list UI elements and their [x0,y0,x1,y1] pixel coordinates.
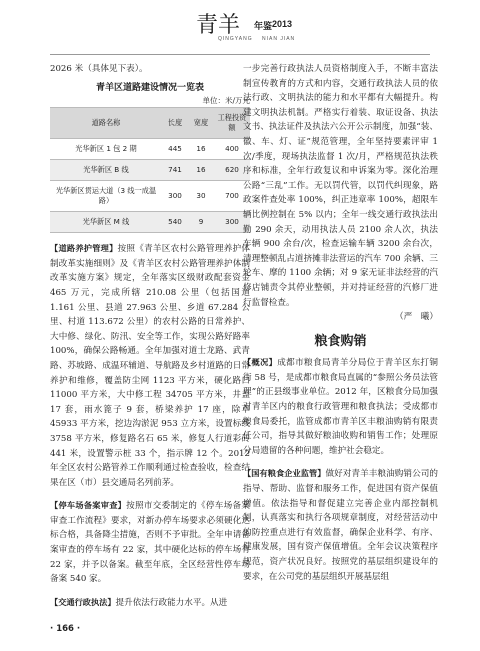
table-cell: 光华新区 B 线 [50,160,162,181]
overview-paragraph [243,355,438,458]
table-cell: 400 [214,139,250,160]
table-cell: 光华新区 M 线 [50,212,162,233]
parking-heading: 【停车场备案审查】 [50,500,127,511]
table-cell: 16 [188,139,214,160]
page-number: · 166 · [50,624,81,634]
table-header-cell: 宽度 [188,108,214,139]
table-cell: 741 [162,160,188,181]
intro-text: 2026 米（具体见下表）。 [50,64,148,74]
table-cell: 9 [188,212,214,233]
table-cell: 445 [162,139,188,160]
table-cell: 300 [214,212,250,233]
table-cell: 700 [214,181,250,212]
left-column [50,62,250,610]
overview-heading: 【概况】 [243,357,278,368]
road-maintenance-paragraph [50,241,250,490]
yearbook-logo [196,8,296,48]
table-cell: 300 [162,181,188,212]
parking-body: 按照市交委制定的《停车场备案审查工作流程》要求，对新办停车场要求必须硬化达标合格，具备降尘措施，否则不予审批。全年申请备案审查的停车场有 22 家，其中硬化达标的停车场有 22 家，并予以备案。截至年底，全区经营性停车场备案 540 家。 [50,501,250,585]
table-row [50,160,250,181]
overview-body: 成都市粮食局青羊分局位于青羊区东打铜街 58 号，是成都市粮食局直属的“参照公务员法管理”的正县级事业单位。2012 年，区粮食分局加强对青羊区内的粮食行政管理和粮食执法；受成都市粮食局委托，监管成都市青羊区丰粮油购销有限责任公司，指导其做好粮油收购和销售工作；处理原分局遗留的各种问题，维护社会稳定。 [243,358,438,456]
enforcement-heading: 【交通行政执法】 [50,596,116,607]
table-row [50,139,250,160]
logo-year: 2013 [272,19,293,29]
table-unit: 单位：米/万元 [202,96,250,106]
header-divider [50,54,430,55]
table-title: 青羊区道路建设情况一览表 [95,82,204,93]
logo-text: 青羊 [196,13,241,38]
right-column [243,62,438,584]
table-cell: 光华新区 1 包 2 期 [50,139,162,160]
enforcement-paragraph [50,595,250,611]
road-maintenance-heading: 【道路养护管理】 [50,243,118,254]
soe-heading: 【国有粮食企业监管】 [243,468,326,479]
road-maintenance-body: 按照《青羊区农村公路管理养护体制改革实施细则》及《青羊区农村公路管理养护体制改革实施方案》规定，全年落实区级财政配套资金 465 万元，完成所辖 210.08 公里（包括国道 1.161 公里、县道 27.963 公里、乡道 67.284 公里、村道 113.672 公里）的农村公路的日常养护、大中修、绿化、防汛、安全等工作，实现公路好路率 100%，确保公路畅通。全年加强对道士龙路、武青路、苏坡路、成温环辅道、导航路及乡村道路的日常养护和维修，覆盖防尘网 1123 平方米，硬化路口 11000 平方米，大中修工程 34705 平方米，井盖 17 套，雨水篦子 9 套，桥梁养护 17 座，除草 45933 平方米，挖边沟淤泥 953 立方米，设置标线 3758 平方米，修复路名石 65 米，修复人行道彩砖 441 米，设置警示桩 33 个，指示牌 12 个。2012 年全区农村公路管养工作顺利通过检查验收，检查结果在区（市）县交通局名列前茅。 [50,244,250,488]
table-cell: 620 [214,160,250,181]
road-construction-table [50,107,250,233]
table-header-cell: 工程投资额 [214,108,250,139]
table-row [50,212,250,233]
table-cell: 16 [188,160,214,181]
author-credit: （严 曦） [395,312,438,323]
logo-english-left: QINGYANG [218,36,253,42]
parking-paragraph [50,498,250,587]
table-cell: 30 [188,181,214,212]
table-header-row [50,108,250,139]
table-row [50,181,250,212]
section-title: 粮食购销 [314,333,367,349]
table-cell: 光华新区贯运大道（3 线一成温路） [50,181,162,212]
table-header-cell: 长度 [162,108,188,139]
table-header-cell: 道路名称 [50,108,162,139]
logo-english-right: NIAN JIAN [262,36,296,42]
enforcement-continued: 一步完善行政执法人员资格制度入手，不断丰富法制宣传教育的方式和内容，交通行政执法人员的依法行政、文明执法的能力和水平都有大幅提升。构建文明执法机制。严格实行着装、取证设备、执法文书、执法证件及执法六公开公示制度，加强“装、徽、车、灯、证”规范管理，全年坚持要素评审 1 次/季度，现场执法监督 1 次/月，严格规范执法秩序和标准，全年行政复议和申诉案为零。深化治理公路“三乱”工作。无以罚代管，以罚代纠现象，路政案件查处率 100%，纠正违章率 100%，超限车辆比例控制在 5% 以内；全年一线交通行政执法出勤 290 余天，动用执法人员 2100 余人次，执法车辆 900 余台/次，检查运输车辆 3200 余台次，清理整顿乱占道挤摊非法营运的汽车 700 余辆、三轮车、摩的 1100 余辆；对 9 家无证非法经营的汽修店铺责令其停业整顿，并对持证经营的汽修厂进行监督检查。 [243,64,438,308]
table-cell: 540 [162,212,188,233]
soe-paragraph [243,466,438,584]
page-header [0,0,480,58]
soe-body: 做好对青羊丰粮油购销公司的指导、帮助、监督和服务工作，促进国有资产保值增值。依法指导和督促建立完善企业内部控制机制，认真落实和执行各项规章制度，对经营活动中的防控重点进行有效监督，确保企业科学、有序、健康发展，国有资产保值增值。全年会议决策程序规范，资产状况良好。按照党的基层组织建设年的要求，在公司党的基层组织开展基层组 [243,469,438,582]
enforcement-body: 提升依法行政能力水平。从进 [115,597,228,608]
logo-subtitle: 年鉴 [254,22,273,32]
